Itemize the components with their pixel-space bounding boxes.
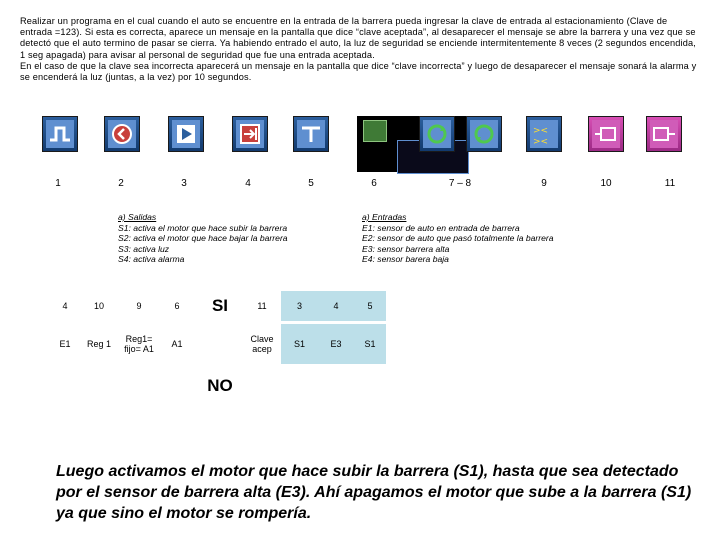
loop-icon [419,116,455,152]
switch-icon [466,116,502,152]
flow-param: Reg 1 [86,339,112,349]
outputs-title: a) Salidas [118,212,157,222]
outputs-line: S1: activa el motor que hace subir la barrera [118,222,288,233]
outputs-line: S2: activa el motor que hace bajar la barrera [118,233,288,244]
variable-icon [588,116,624,152]
flow-param: S1 [281,324,318,364]
inputs-line: E1: sensor de auto en entrada de barrera [362,222,520,233]
inputs-line: E2: sensor de auto que pasó totalmente la barrera [362,233,554,244]
block-number: 6 [371,178,377,189]
flow-step: 11 [257,301,267,311]
block-number: 4 [245,178,251,189]
block-number: 7 – 8 [448,178,472,189]
block-number: 11 [664,178,676,189]
flow-param: Clave acep [250,334,274,354]
block-number: 5 [308,178,314,189]
block-number: 9 [541,178,547,189]
outputs-line: S4: activa alarma [118,254,185,265]
stop-circle-icon [104,116,140,152]
outputs-line: S3: activa luz [118,243,170,254]
variable-out-icon [646,116,682,152]
output-block-icon [293,116,329,152]
flow-param: A1 [171,339,183,349]
svg-text:><: >< [533,126,549,136]
assignment-text [20,16,700,83]
flow-step: 10 [93,301,104,311]
inputs-line: E4: sensor barera baja [362,254,449,265]
flow-step: 4 [62,301,68,311]
display-icon [363,120,387,142]
block-number: 2 [118,178,124,189]
block-number: 1 [55,178,61,189]
outputs-list [118,212,288,265]
assignment-paragraph-2: En el caso de que la clave sea incorrecta aparecerá un mensaje en la pantalla que dice “clave incorrecta” y luego de desaparecer el mensaje sonará la alarma y se encenderá la luz (juntas, a la vez) por 10 segundos. [20,60,697,83]
block-number: 3 [181,178,187,189]
inputs-line: E3: sensor barrera alta [362,243,450,254]
block-number: 10 [600,178,612,189]
conclusion-text: Luego activamos el motor que hace subir la barrera (S1), hasta que sea detectado por el sensor de barrera alta (E3). Ahí apagamos el motor que sube a la barrera (S1) ya que sino el motor se rompería. [56,463,692,522]
inputs-title: a) Entradas [362,212,407,222]
assignment-paragraph-1: Realizar un programa en el cual cuando el auto se encuentre en la entrada de la barrera pueda ingresar la clave de entrada al estacionamiento (Clave de entrada =123). Si esta es correcta, aparece un mensaje en la pantalla que dice “clave aceptada”, al desaparecer el mensaje se abre la barrera y una vez que se detectó que el auto termino de pasar se cierra. Ya habiendo entrado el auto, la luz de seguridad se enciende intermitentemente 8 veces (2 segundos encendida, 1 seg apagada) para avisar al personal de seguridad que fue una entrada aceptada. [20,16,696,60]
program-start-icon [42,116,78,152]
flow-param: S1 [354,324,386,364]
flow-step: 4 [318,291,354,321]
flow-param: E1 [59,339,71,349]
flow-no-label: NO [207,376,233,395]
motor-arrow-icon [232,116,268,152]
flow-step: 9 [136,301,142,311]
flow-step: 5 [354,291,386,321]
flow-step: 6 [174,301,180,311]
inputs-list [362,212,554,265]
flow-yes-label: SI [211,296,229,315]
flow-param: E3 [318,324,354,364]
flow-step: 3 [281,291,318,321]
flow-param: Reg1= fijo= A1 [124,334,154,354]
compare-icon [526,116,562,152]
play-icon [168,116,204,152]
svg-text:><: >< [533,137,549,147]
